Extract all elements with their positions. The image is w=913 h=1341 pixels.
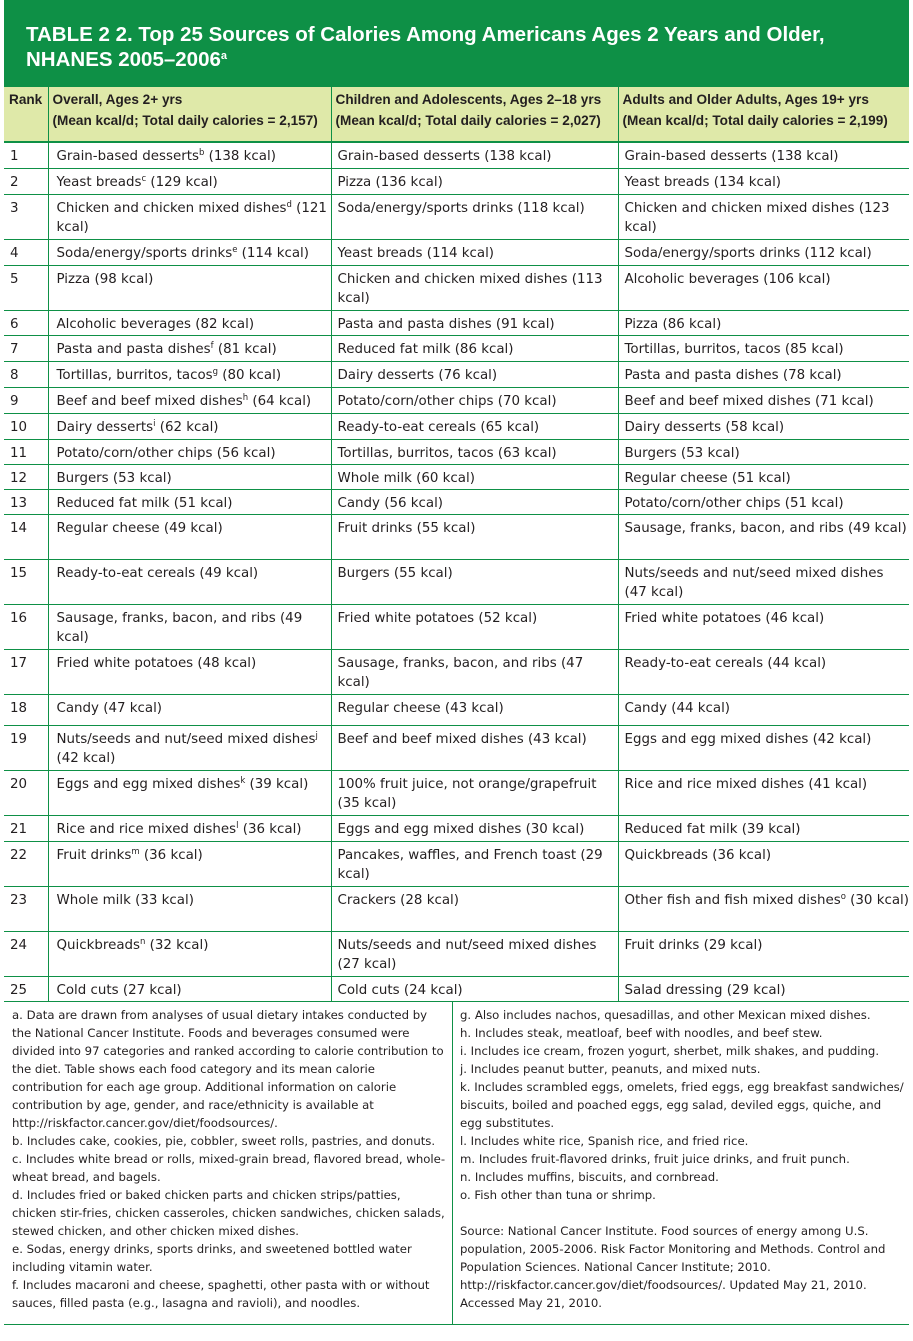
children-cell: Grain-based desserts (138 kcal) (331, 142, 618, 168)
table-row (4, 265, 909, 310)
overall-cell (48, 489, 331, 514)
footnote-marker: c (141, 173, 147, 184)
table-row (4, 976, 909, 1001)
adults-food: Pasta and pasta dishes (78 kcal) (624, 367, 842, 383)
children-cell: Whole milk (60 kcal) (331, 464, 618, 489)
header-adults-subtitle: (Mean kcal/d; Total daily calories = 2,199) (622, 113, 888, 128)
overall-cell (48, 815, 331, 841)
adults-food: Regular cheese (51 kcal) (624, 470, 791, 486)
table-row (4, 194, 909, 239)
table-row (4, 168, 909, 194)
children-cell: Fruit drinks (55 kcal) (331, 514, 618, 559)
overall-food: Whole milk (56, 892, 131, 908)
adults-food: Burgers (53 kcal) (624, 445, 740, 461)
overall-cell (48, 387, 331, 413)
overall-cell (48, 725, 331, 770)
overall-food: Pizza (56, 271, 91, 287)
footnote-marker: o (840, 891, 846, 902)
header-overall-subtitle: (Mean kcal/d; Total daily calories = 2,157) (52, 113, 318, 128)
footnote-marker: f (210, 340, 214, 351)
footnote-marker: l (236, 820, 239, 831)
adults-cell (618, 142, 909, 168)
footnotes-right-list (460, 1006, 905, 1204)
overall-food: Regular cheese (56, 520, 160, 536)
overall-food: Nuts/seeds and nut/seed mixed dishes (56, 731, 316, 747)
adults-cell (618, 559, 909, 604)
overall-food: Reduced fat milk (56, 495, 170, 511)
children-cell: Reduced fat milk (86 kcal) (331, 335, 618, 361)
rank-cell: 17 (4, 649, 48, 694)
rank-cell: 5 (4, 265, 48, 310)
overall-kcal: (98 kcal) (90, 271, 154, 287)
adults-food: Other fish and fish mixed dishes (624, 892, 841, 908)
adults-cell (618, 439, 909, 464)
overall-food: Grain-based desserts (56, 149, 199, 164)
table-row (4, 361, 909, 387)
overall-food: Alcoholic beverages (56, 316, 192, 332)
overall-kcal: (49 kcal) (159, 520, 223, 536)
adults-food: Sausage, franks, bacon, and ribs (49 kcal) (624, 520, 907, 536)
overall-kcal: (80 kcal) (218, 367, 282, 383)
overall-food: Soda/energy/sports drinks (56, 245, 233, 261)
overall-kcal: (39 kcal) (245, 776, 309, 792)
overall-cell (48, 265, 331, 310)
overall-kcal: (49 kcal) (195, 565, 259, 581)
overall-kcal: (82 kcal) (191, 316, 255, 332)
footnote-marker: d (286, 199, 292, 210)
children-cell: Ready-to-eat cereals (65 kcal) (331, 413, 618, 439)
table-row (4, 310, 909, 335)
table-row (4, 387, 909, 413)
overall-cell (48, 976, 331, 1001)
table-row (4, 931, 909, 976)
header-rank: Rank (4, 87, 48, 142)
overall-food: Burgers (56, 470, 109, 486)
children-cell: Fried white potatoes (52 kcal) (331, 604, 618, 649)
overall-food: Quickbreads (56, 937, 140, 953)
adults-cell (618, 815, 909, 841)
source-citation: Source: National Cancer Institute. Food sources of energy among U.S. population, 2005-2006. Risk Factor Monitoring and Methods. Control and Population Sciences. National Cancer Institute; 2010. http://riskfactor.cancer.gov/diet/foodsources/. Updated May 21, 2010. Accessed May 21, 2010. (460, 1224, 886, 1310)
adults-food: Yeast breads (134 kcal) (624, 174, 782, 190)
adults-cell (618, 489, 909, 514)
header-overall-title: Overall, Ages 2+ yrs (52, 92, 183, 107)
adults-cell (618, 931, 909, 976)
overall-food: Eggs and egg mixed dishes (56, 776, 241, 792)
adults-cell (618, 649, 909, 694)
adults-cell (618, 464, 909, 489)
footnote-marker: n (140, 936, 146, 947)
header-children (331, 87, 618, 142)
children-cell: 100% fruit juice, not orange/grapefruit (35 kcal) (331, 770, 618, 815)
adults-cell (618, 194, 909, 239)
children-cell: Nuts/seeds and nut/seed mixed dishes (27 kcal) (331, 931, 618, 976)
overall-food: Cold cuts (56, 982, 119, 998)
table-row (4, 694, 909, 725)
children-cell: Eggs and egg mixed dishes (30 kcal) (331, 815, 618, 841)
table-row (4, 841, 909, 886)
rank-cell: 2 (4, 168, 48, 194)
overall-food: Yeast breads (56, 174, 142, 190)
adults-food: Chicken and chicken mixed dishes (123 kcal) (624, 200, 890, 235)
table-row (4, 815, 909, 841)
overall-cell (48, 168, 331, 194)
adults-cell (618, 770, 909, 815)
overall-cell (48, 413, 331, 439)
overall-kcal: (81 kcal) (213, 341, 277, 357)
overall-cell (48, 194, 331, 239)
children-cell: Chicken and chicken mixed dishes (113 kcal) (331, 265, 618, 310)
header-overall (48, 87, 331, 142)
overall-food: Fried white potatoes (56, 655, 194, 671)
overall-kcal: (42 kcal) (56, 751, 116, 766)
adults-cell (618, 265, 909, 310)
footnote: a. Data are drawn from analyses of usual dietary intakes conducted by the National Cancer Institute. Foods and beverages consumed were divided into 97 categories and ranked according to calorie contribution to the diet. Table shows each food category and its mean calorie contribution for each age group. Additional information on calorie contribution by age, gender, and race/ethnicity is available at http://riskfactor.cancer.gov/diet/foodsources/. (12, 1008, 444, 1130)
overall-kcal: (56 kcal) (212, 445, 276, 461)
overall-cell (48, 335, 331, 361)
footnote: c. Includes white bread or rolls, mixed-grain bread, flavored bread, whole-wheat bread, and bagels. (12, 1152, 446, 1184)
adults-cell (618, 387, 909, 413)
overall-cell (48, 694, 331, 725)
document-page (4, 0, 909, 1325)
rank-cell: 7 (4, 335, 48, 361)
rank-cell: 19 (4, 725, 48, 770)
adults-food: Nuts/seeds and nut/seed mixed dishes (47 kcal) (624, 565, 884, 600)
rank-cell: 6 (4, 310, 48, 335)
overall-kcal: (121 kcal) (56, 200, 327, 235)
overall-cell (48, 239, 331, 265)
rank-cell: 1 (4, 142, 48, 168)
children-cell: Sausage, franks, bacon, and ribs (47 kcal) (331, 649, 618, 694)
adults-food: Tortillas, burritos, tacos (85 kcal) (624, 341, 844, 357)
table-row (4, 604, 909, 649)
overall-cell (48, 770, 331, 815)
overall-cell (48, 841, 331, 886)
adults-food: Quickbreads (36 kcal) (624, 847, 772, 863)
overall-food: Ready-to-eat cereals (56, 565, 196, 581)
footnote: g. Also includes nachos, quesadillas, and other Mexican mixed dishes. (460, 1008, 871, 1022)
overall-cell (48, 310, 331, 335)
adults-cell (618, 168, 909, 194)
overall-kcal: (27 kcal) (118, 982, 182, 998)
overall-kcal: (129 kcal) (146, 174, 218, 190)
footnote-marker: i (153, 418, 156, 429)
footnotes-right-column (453, 1002, 909, 1324)
table-row (4, 770, 909, 815)
overall-food: Potato/corn/other chips (56, 445, 213, 461)
rank-cell: 4 (4, 239, 48, 265)
footnote: l. Includes white rice, Spanish rice, and fried rice. (460, 1134, 749, 1148)
children-cell: Potato/corn/other chips (70 kcal) (331, 387, 618, 413)
adults-cell (618, 976, 909, 1001)
footnotes (4, 1001, 909, 1325)
children-cell: Cold cuts (24 kcal) (331, 976, 618, 1001)
adults-food: Potato/corn/other chips (51 kcal) (624, 495, 844, 511)
adults-cell (618, 725, 909, 770)
footnote: n. Includes muffins, biscuits, and cornbread. (460, 1170, 719, 1184)
overall-cell (48, 649, 331, 694)
table-row (4, 239, 909, 265)
table-title (4, 0, 909, 87)
children-cell: Dairy desserts (76 kcal) (331, 361, 618, 387)
children-cell: Burgers (55 kcal) (331, 559, 618, 604)
footnotes-left-column (4, 1002, 453, 1324)
footnote-marker: m (131, 846, 140, 857)
overall-kcal: (62 kcal) (155, 419, 219, 435)
table-row (4, 559, 909, 604)
rank-cell: 21 (4, 815, 48, 841)
footnote: j. Includes peanut butter, peanuts, and mixed nuts. (460, 1062, 761, 1076)
header-row (4, 87, 909, 142)
adults-food: Soda/energy/sports drinks (112 kcal) (624, 245, 872, 261)
rank-cell: 23 (4, 886, 48, 931)
overall-food: Sausage, franks, bacon, and ribs (56, 610, 276, 626)
overall-cell (48, 361, 331, 387)
rank-cell: 18 (4, 694, 48, 725)
overall-cell (48, 142, 331, 168)
table-row (4, 142, 909, 168)
footnote: e. Sodas, energy drinks, sports drinks, and sweetened bottled water including vitamin water. (12, 1242, 412, 1274)
overall-kcal: (47 kcal) (98, 700, 163, 716)
footnote-marker: e (232, 244, 238, 255)
children-cell: Pizza (136 kcal) (331, 168, 618, 194)
children-cell: Soda/energy/sports drinks (118 kcal) (331, 194, 618, 239)
adults-food: Fruit drinks (29 kcal) (624, 937, 763, 953)
table-row (4, 725, 909, 770)
adults-food: Fried white potatoes (46 kcal) (624, 610, 825, 626)
rank-cell: 8 (4, 361, 48, 387)
overall-food: Tortillas, burritos, tacos (56, 367, 213, 383)
header-adults (618, 87, 909, 142)
overall-kcal: (64 kcal) (248, 393, 312, 409)
overall-kcal: (48 kcal) (193, 655, 257, 671)
adults-cell (618, 514, 909, 559)
overall-kcal: (53 kcal) (108, 470, 172, 486)
overall-cell (48, 464, 331, 489)
rank-cell: 9 (4, 387, 48, 413)
overall-cell (48, 604, 331, 649)
adults-food: Pizza (86 kcal) (624, 316, 722, 332)
overall-food: Dairy desserts (56, 419, 154, 435)
table-row (4, 464, 909, 489)
adults-cell (618, 604, 909, 649)
footnote: k. Includes scrambled eggs, omelets, fried eggs, egg breakfast sandwiches/ biscuits, boiled and poached eggs, egg salad, deviled eggs, quiche, and egg substitutes. (460, 1080, 904, 1130)
children-cell: Regular cheese (43 kcal) (331, 694, 618, 725)
adults-food: Grain-based desserts (138 kcal) (624, 149, 839, 164)
children-cell: Candy (56 kcal) (331, 489, 618, 514)
footnote-marker: b (198, 148, 205, 158)
adults-food: Candy (44 kcal) (624, 700, 731, 716)
footnote: m. Includes fruit-flavored drinks, fruit juice drinks, and fruit punch. (460, 1152, 850, 1166)
adults-food: Beef and beef mixed dishes (71 kcal) (624, 393, 874, 409)
adults-food: Salad dressing (29 kcal) (624, 982, 786, 998)
children-cell: Pancakes, waffles, and French toast (29 kcal) (331, 841, 618, 886)
table-row (4, 649, 909, 694)
table-row (4, 514, 909, 559)
adults-cell (618, 841, 909, 886)
overall-food: Rice and rice mixed dishes (56, 821, 237, 837)
rank-cell: 25 (4, 976, 48, 1001)
adults-food: Eggs and egg mixed dishes (42 kcal) (624, 731, 872, 747)
children-cell: Beef and beef mixed dishes (43 kcal) (331, 725, 618, 770)
adults-cell (618, 239, 909, 265)
footnote: o. Fish other than tuna or shrimp. (460, 1188, 656, 1202)
footnote-marker: j (315, 730, 318, 741)
overall-cell (48, 886, 331, 931)
header-children-title: Children and Adolescents, Ages 2–18 yrs (335, 92, 602, 107)
overall-kcal: (138 kcal) (204, 149, 276, 164)
adults-food: Alcoholic beverages (106 kcal) (624, 271, 831, 287)
adults-food: Rice and rice mixed dishes (41 kcal) (624, 776, 868, 792)
table-body (4, 142, 909, 1001)
overall-food: Pasta and pasta dishes (56, 341, 211, 357)
adults-food: Ready-to-eat cereals (44 kcal) (624, 655, 827, 671)
table-row (4, 413, 909, 439)
adults-kcal: (30 kcal) (845, 892, 909, 908)
footnote-marker: g (212, 366, 219, 377)
rank-cell: 13 (4, 489, 48, 514)
rank-cell: 3 (4, 194, 48, 239)
children-cell: Tortillas, burritos, tacos (63 kcal) (331, 439, 618, 464)
overall-cell (48, 931, 331, 976)
children-cell: Crackers (28 kcal) (331, 886, 618, 931)
overall-food: Candy (56, 700, 99, 716)
table-row (4, 886, 909, 931)
overall-kcal: (33 kcal) (130, 892, 194, 908)
footnote-marker: k (240, 775, 246, 786)
rank-cell: 16 (4, 604, 48, 649)
header-children-subtitle: (Mean kcal/d; Total daily calories = 2,027) (335, 113, 601, 128)
adults-cell (618, 413, 909, 439)
overall-kcal: (51 kcal) (169, 495, 233, 511)
rank-cell: 15 (4, 559, 48, 604)
rank-cell: 22 (4, 841, 48, 886)
header-adults-title: Adults and Older Adults, Ages 19+ yrs (622, 92, 869, 107)
rank-cell: 11 (4, 439, 48, 464)
rank-cell: 14 (4, 514, 48, 559)
footnote: b. Includes cake, cookies, pie, cobbler, sweet rolls, pastries, and donuts. (12, 1134, 436, 1148)
adults-cell (618, 361, 909, 387)
overall-kcal: (36 kcal) (139, 847, 203, 863)
overall-food: Chicken and chicken mixed dishes (56, 200, 287, 216)
footnote: i. Includes ice cream, frozen yogurt, sherbet, milk shakes, and pudding. (460, 1044, 880, 1058)
overall-food: Fruit drinks (56, 847, 132, 863)
rank-cell: 12 (4, 464, 48, 489)
table-row (4, 335, 909, 361)
children-cell: Pasta and pasta dishes (91 kcal) (331, 310, 618, 335)
footnote-marker: h (242, 392, 249, 403)
children-cell: Yeast breads (114 kcal) (331, 239, 618, 265)
calorie-sources-table (4, 87, 909, 1001)
adults-cell (618, 310, 909, 335)
overall-cell (48, 559, 331, 604)
overall-cell (48, 514, 331, 559)
table-row (4, 489, 909, 514)
overall-kcal: (114 kcal) (237, 245, 309, 261)
adults-cell (618, 694, 909, 725)
footnote: d. Includes fried or baked chicken parts and chicken strips/patties, chicken stir-fries, chicken casseroles, chicken sandwiches, chicken salads, stewed chicken, and other chicken mixed dishes. (12, 1188, 445, 1238)
footnote: f. Includes macaroni and cheese, spaghetti, other pasta with or without sauces, filled pasta (e.g., lasagna and ravioli), and noodles. (12, 1278, 430, 1310)
adults-cell (618, 335, 909, 361)
adults-food: Dairy desserts (58 kcal) (624, 419, 785, 435)
overall-kcal: (49 kcal) (56, 610, 303, 645)
rank-cell: 24 (4, 931, 48, 976)
overall-cell (48, 439, 331, 464)
adults-cell (618, 886, 909, 931)
adults-food: Reduced fat milk (39 kcal) (624, 821, 801, 837)
overall-kcal: (32 kcal) (145, 937, 209, 953)
footnote: h. Includes steak, meatloaf, beef with noodles, and beef stew. (460, 1026, 823, 1040)
overall-kcal: (36 kcal) (238, 821, 302, 837)
rank-cell: 20 (4, 770, 48, 815)
title-footnote-marker: a (220, 50, 227, 62)
rank-cell: 10 (4, 413, 48, 439)
overall-food: Beef and beef mixed dishes (56, 393, 243, 409)
table-row (4, 439, 909, 464)
title-text: TABLE 2 2. Top 25 Sources of Calories Among Americans Ages 2 Years and Older, NHANES 2005–2006 (26, 23, 825, 71)
